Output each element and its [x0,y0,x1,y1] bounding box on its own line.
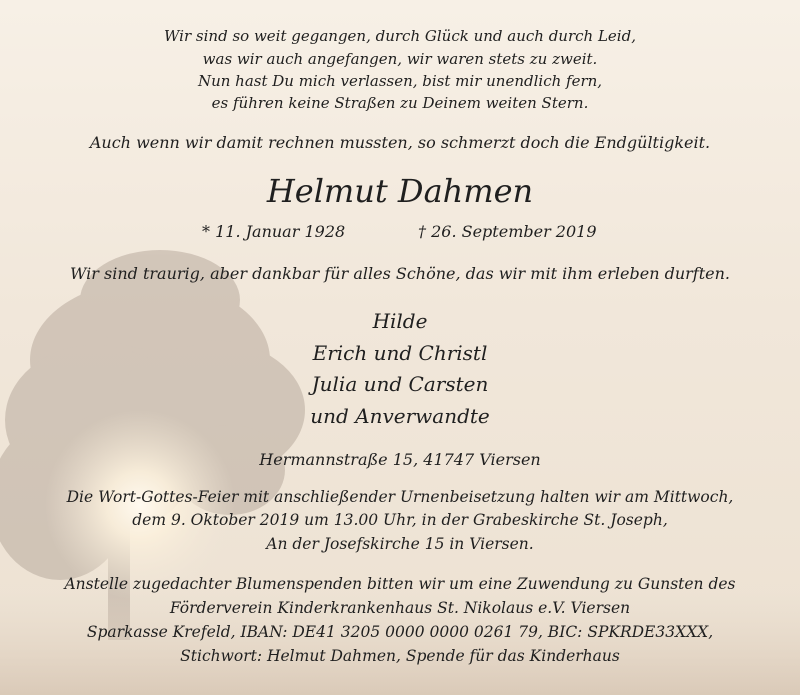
poem-line-1: Wir sind so weit gegangen, durch Glück und auch durch Leid, [164,27,636,45]
donation-line-3: Sparkasse Krefeld, IBAN: DE41 3205 0000 0000 0261 79, BIC: SPKRDE33XXX, [86,623,714,641]
poem-line-3: Nun hast Du mich verlassen, bist mir unendlich fern, [197,72,603,90]
intro-text: Auch wenn wir damit rechnen mussten, so schmerzt doch die Endgültigkeit. [89,133,711,152]
ceremony-line-1: Die Wort-Gottes-Feier mit anschließender Urnenbeisetzung halten wir am Mittwoch, [66,488,734,506]
poem-line-2: was wir auch angefangen, wir waren stets zu zweit. [202,50,598,68]
address: Hermannstraße 15, 41747 Viersen [259,450,541,469]
poem-line-4: es führen keine Straßen zu Deinem weiten Stern. [211,94,589,112]
mourner-3: Julia und Carsten [311,372,489,396]
ceremony-line-3: An der Josefskirche 15 in Viersen. [266,535,534,553]
donation-line-4: Stichwort: Helmut Dahmen, Spende für das Kinderhaus [180,647,620,665]
ceremony-line-2: dem 9. Oktober 2019 um 13.00 Uhr, in der Grabeskirche St. Joseph, [132,511,668,529]
donation-line-1: Anstelle zugedachter Blumenspenden bitten wir um eine Zuwendung zu Gunsten des [64,575,736,593]
gratitude-text: Wir sind traurig, aber dankbar für alles Schöne, das wir mit ihm erleben durften. [70,264,730,283]
mourner-4: und Anverwandte [310,404,490,428]
death-date: † 26. September 2019 [418,222,597,241]
deceased-name: Helmut Dahmen [266,172,534,210]
mourner-2: Erich und Christl [312,341,488,365]
donation-line-2: Förderverein Kinderkrankenhaus St. Nikolaus e.V. Viersen [169,599,631,617]
birth-date: * 11. Januar 1928 [202,222,346,241]
mourner-1: Hilde [372,309,428,333]
